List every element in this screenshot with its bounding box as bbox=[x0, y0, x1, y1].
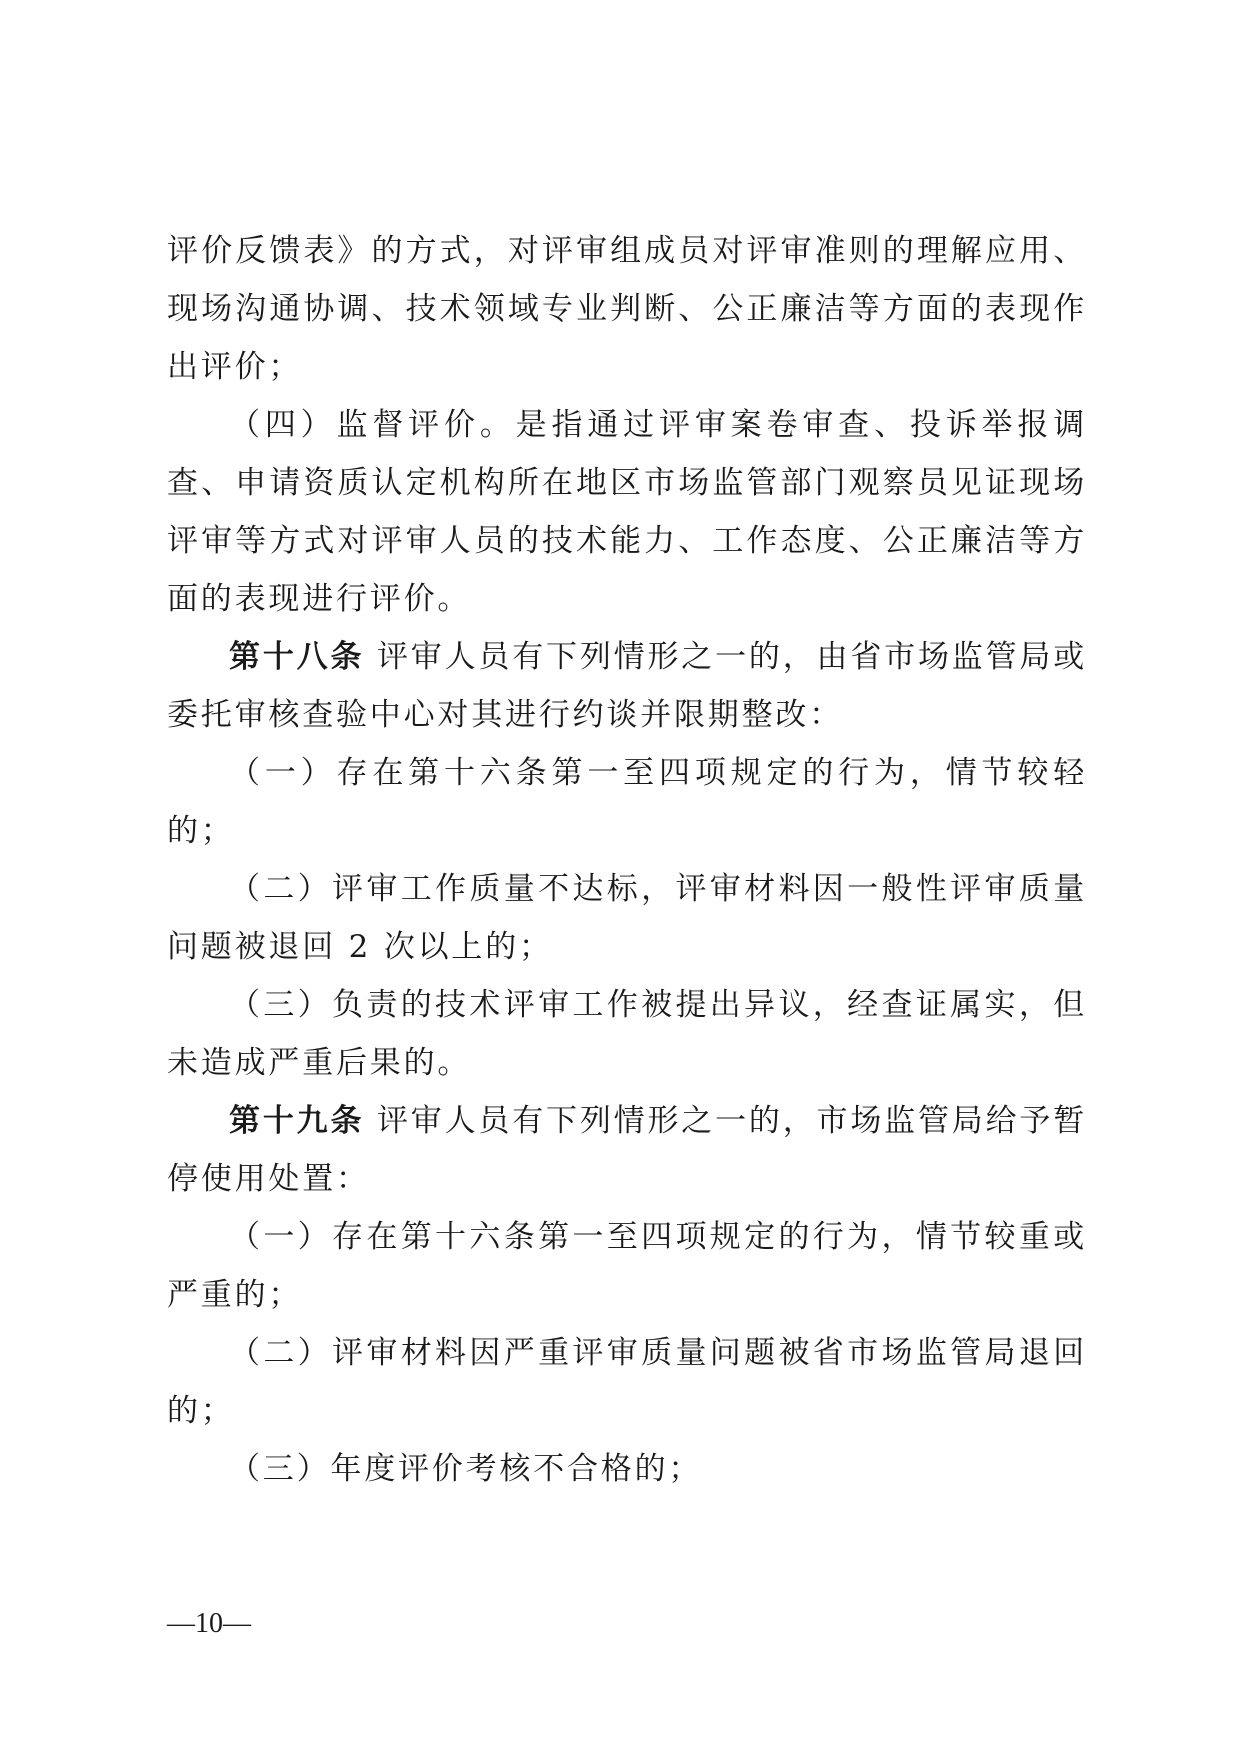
article-19-text: 评审人员有下列情形之一的，市场监管局给予暂停使用处置： bbox=[167, 1103, 1087, 1197]
paragraph-text: 评价反馈表》的方式，对评审组成员对评审准则的理解应用、现场沟通协调、技术领域专业判断、公正廉洁等方面的表现作出评价； bbox=[167, 233, 1087, 385]
article-18-item-1 bbox=[167, 744, 1087, 860]
article-19-item-2 bbox=[167, 1324, 1087, 1440]
article-18 bbox=[167, 628, 1087, 744]
page-number: —10— bbox=[167, 1608, 251, 1639]
article-19-item-1 bbox=[167, 1208, 1087, 1324]
document-body bbox=[167, 222, 1087, 1498]
paragraph-text: （二）评审材料因严重评审质量问题被省市场监管局退回的； bbox=[167, 1335, 1087, 1429]
article-18-item-2 bbox=[167, 860, 1087, 976]
paragraph-text: （三）年度评价考核不合格的； bbox=[229, 1451, 703, 1487]
paragraph-text: （四）监督评价。是指通过评审案卷审查、投诉举报调查、申请资质认定机构所在地区市场监管部门观察员见证现场评审等方式对评审人员的技术能力、工作态度、公正廉洁等方面的表现进行评价。 bbox=[167, 407, 1087, 617]
article-18-text: 评审人员有下列情形之一的，由省市场监管局或委托审核查验中心对其进行约谈并限期整改： bbox=[167, 639, 1087, 733]
article-18-item-3 bbox=[167, 976, 1087, 1092]
paragraph-text: （二）评审工作质量不达标，评审材料因一般性评审质量问题被退回 2 次以上的； bbox=[167, 871, 1087, 965]
article-19 bbox=[167, 1092, 1087, 1208]
paragraph-text: （一）存在第十六条第一至四项规定的行为，情节较轻的； bbox=[167, 755, 1087, 849]
paragraph-text: （一）存在第十六条第一至四项规定的行为，情节较重或严重的； bbox=[167, 1219, 1087, 1313]
article-19-item-3 bbox=[167, 1440, 1087, 1498]
paragraph-evaluation-feedback bbox=[167, 222, 1087, 396]
paragraph-text: （三）负责的技术评审工作被提出异议，经查证属实，但未造成严重后果的。 bbox=[167, 987, 1087, 1081]
article-19-heading: 第十九条 bbox=[229, 1103, 365, 1139]
paragraph-supervision-evaluation bbox=[167, 396, 1087, 628]
article-18-heading: 第十八条 bbox=[229, 639, 365, 675]
